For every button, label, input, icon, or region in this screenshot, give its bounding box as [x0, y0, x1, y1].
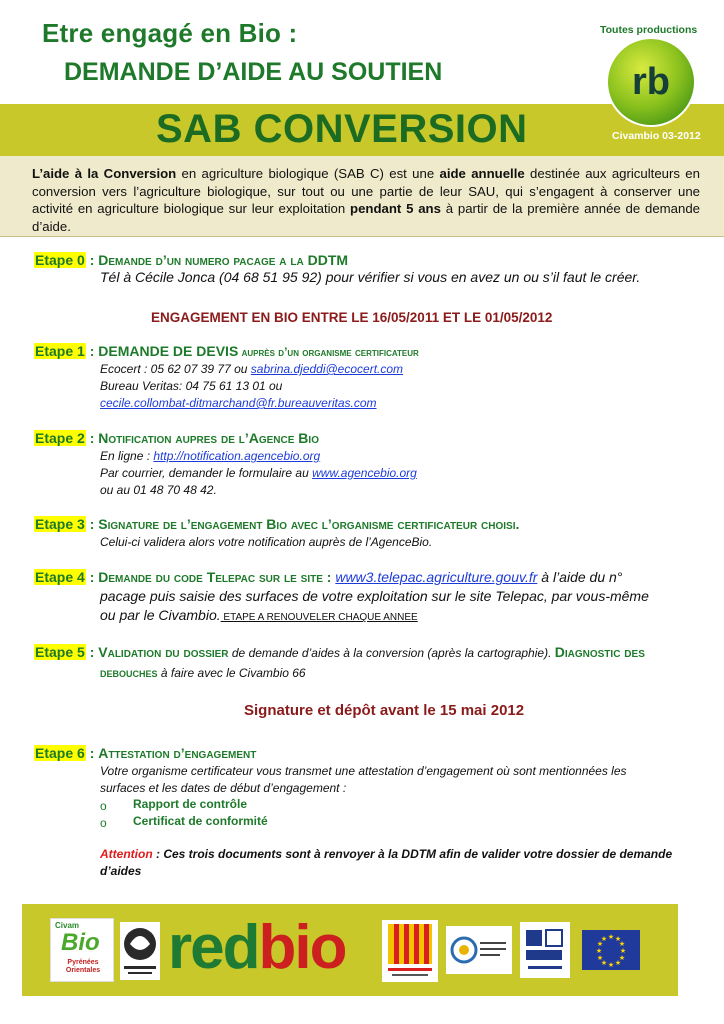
step1-heading: [34, 343, 419, 359]
svg-text:★: ★: [596, 954, 604, 962]
step5-label: Etape 5: [35, 644, 85, 660]
svg-text:★: ★: [619, 947, 627, 955]
footer-logo-band: [22, 904, 678, 996]
step6-bullet-1: [100, 797, 248, 815]
svg-text:★: ★: [614, 935, 622, 943]
svg-text:★: ★: [595, 947, 603, 955]
step4-renew-tag: ETAPE A RENOUVELER CHAQUE ANNEE: [220, 612, 418, 623]
step6-title: Attestation d’engagement: [98, 745, 257, 761]
svg-text:★: ★: [607, 961, 615, 969]
intro-text-6: à partir de la première année de demande d’aide.: [32, 201, 700, 234]
intro-bold-3: aide annuelle: [439, 166, 525, 181]
step4-title: Demande du code Telepac sur le site: [98, 569, 323, 585]
telepac-link[interactable]: www3.telepac.agriculture.gouv.fr: [335, 569, 538, 585]
step2-line2-prefix: Par courrier, demander le formulaire au: [100, 466, 313, 480]
step0-label: Etape 0: [35, 252, 85, 268]
logo-letters: rb: [632, 61, 670, 103]
svg-text:★: ★: [618, 954, 626, 962]
step6-line2: surfaces et les dates de début d’engagement :: [100, 781, 347, 795]
step6-bullet-2: [100, 814, 268, 832]
step4-colon: :: [322, 569, 336, 585]
bullet-certificat: Certificat de conformité: [133, 814, 268, 828]
step0-sep: :: [85, 252, 99, 268]
intro-bold-5: pendant 5 ans: [350, 201, 441, 216]
redbio-bio: bio: [258, 913, 346, 982]
step3-sep: :: [85, 516, 99, 532]
step4-label: Etape 4: [35, 569, 85, 585]
civambio-logo-civam: Civam: [55, 921, 80, 930]
step2-line1: [100, 449, 320, 463]
attention-text-2: d’aides: [100, 864, 142, 878]
deadline-heading: Signature et dépôt avant le 15 mai 2012: [244, 702, 525, 719]
engagement-heading: ENGAGEMENT EN BIO ENTRE LE 16/05/2011 ET LE 01/05/2012: [151, 310, 553, 325]
attention-note: [100, 847, 692, 861]
step2-label: Etape 2: [35, 430, 85, 446]
rb-logo-icon: [603, 34, 699, 130]
bullet-circle-icon: o: [100, 799, 107, 813]
main-title: SAB CONVERSION: [156, 107, 528, 151]
step5-title-c: Diagnostic des: [554, 644, 645, 660]
step0-detail: Tél à Cécile Jonca (04 68 51 95 92) pour vérifier si vous en avez un ou s’il faut le créer.: [100, 269, 641, 285]
header-ref: Civambio 03-2012: [612, 130, 701, 142]
step5-line2: [100, 664, 306, 682]
step1-line1: [100, 362, 403, 376]
notification-link[interactable]: http://notification.agencebio.org: [153, 449, 321, 463]
step2-title: Notification aupres de l’Agence Bio: [98, 430, 319, 446]
step3-heading: [34, 516, 519, 532]
conseil-general-logo-icon: [382, 920, 438, 982]
step4-sep: :: [85, 569, 99, 585]
attention-text: : Ces trois documents sont à renvoyer à la DDTM afin de valider votre dossier de demande: [152, 847, 673, 861]
step6-heading: [34, 745, 256, 761]
step5-debouches: debouches: [100, 666, 158, 680]
step2-sep: :: [85, 430, 99, 446]
step4-line3: [100, 607, 418, 623]
step3-title: Signature de l’engagement Bio avec l’organisme certificateur choisi.: [98, 516, 520, 532]
intro-paragraph: [32, 165, 700, 235]
step4-after-link: à l’aide du n°: [537, 569, 623, 585]
svg-text:★: ★: [614, 959, 622, 967]
step6-sep: :: [85, 745, 99, 761]
svg-text:★: ★: [596, 940, 604, 948]
header-title-line1: Etre engagé en Bio :: [42, 18, 298, 48]
veritas-email-link[interactable]: cecile.collombat-ditmarchand@fr.bureauveritas.com: [100, 396, 377, 410]
intro-text-2: en agriculture biologique (SAB C) est une: [176, 166, 440, 181]
step5-line2-rest: à faire avec le Civambio 66: [157, 666, 306, 680]
step6-label: Etape 6: [35, 745, 85, 761]
step5-heading: [34, 644, 645, 660]
attention-label: Attention: [100, 847, 153, 861]
step2-line2: [100, 466, 417, 480]
step1-title-a: DEMANDE DE DEVIS: [98, 343, 239, 359]
svg-text:★: ★: [600, 935, 608, 943]
svg-text:★: ★: [600, 959, 608, 967]
step4-line2: pacage puis saisie des surfaces de votre exploitation sur le site Telepac, par vous-même: [100, 588, 649, 604]
intro-bold-1: L’aide à la Conversion: [32, 166, 177, 181]
step3-line1: Celui-ci validera alors votre notification auprès de l’AgenceBio.: [100, 535, 433, 549]
step5-sep: :: [85, 644, 99, 660]
region-emblem-logo-icon: [446, 926, 512, 974]
svg-text:★: ★: [607, 933, 615, 941]
eu-flag-icon: [582, 930, 640, 970]
step4-line3-text: ou par le Civambio.: [100, 607, 221, 623]
agencebio-link[interactable]: www.agencebio.org: [312, 466, 417, 480]
ctp-logo-icon: [520, 922, 570, 978]
step5-title-a: Validation du dossier: [98, 644, 229, 660]
step0-title: Demande d’un numero pacage a la DDTM: [98, 252, 349, 268]
redbio-logo: [168, 912, 345, 984]
header-title-line2: DEMANDE D’AIDE AU SOUTIEN: [64, 58, 443, 86]
redbio-red: red: [168, 913, 259, 982]
step5-title-b: de demande d’aides à la conversion (après la cartographie).: [228, 646, 555, 660]
step1-title-b: auprès d’un organisme certificateur: [238, 345, 419, 359]
intro-text-4: destinée aux agriculteurs en conversion vers l’agriculture biologique, sur tout ou une partie de leur SAU, qui s’engagent à conserver une activité en agriculture biologique sur leur exploitation: [32, 166, 700, 216]
civambio-logo-bio: Bio: [61, 929, 100, 956]
step1-line3: [100, 396, 377, 410]
step2-line1-prefix: En ligne :: [100, 449, 154, 463]
step1-label: Etape 1: [35, 343, 85, 359]
step0-heading: [34, 252, 348, 268]
ecocert-email-link[interactable]: sabrina.djeddi@ecocert.com: [250, 362, 404, 376]
step3-label: Etape 3: [35, 516, 85, 532]
civambio-logo-icon: [50, 918, 114, 982]
bullet-circle-icon: o: [100, 816, 107, 830]
step1-line2: Bureau Veritas: 04 75 61 13 01 ou: [100, 379, 283, 393]
step4-heading: [34, 569, 622, 585]
chambre-agriculture-logo-icon: [120, 922, 160, 980]
svg-text:★: ★: [618, 940, 626, 948]
step2-line3: ou au 01 48 70 48 42.: [100, 483, 217, 497]
step1-line1-prefix: Ecocert : 05 62 07 39 77 ou: [100, 362, 251, 376]
step1-sep: :: [85, 343, 99, 359]
header-brand-tag: Toutes productions: [600, 24, 698, 36]
civambio-logo-region: Pyrénées Orientales: [65, 959, 101, 974]
bullet-rapport: Rapport de contrôle: [133, 797, 248, 811]
step6-line1: Votre organisme certificateur vous transmet une attestation d’engagement où sont mentionnées les: [100, 764, 627, 778]
step2-heading: [34, 430, 319, 446]
